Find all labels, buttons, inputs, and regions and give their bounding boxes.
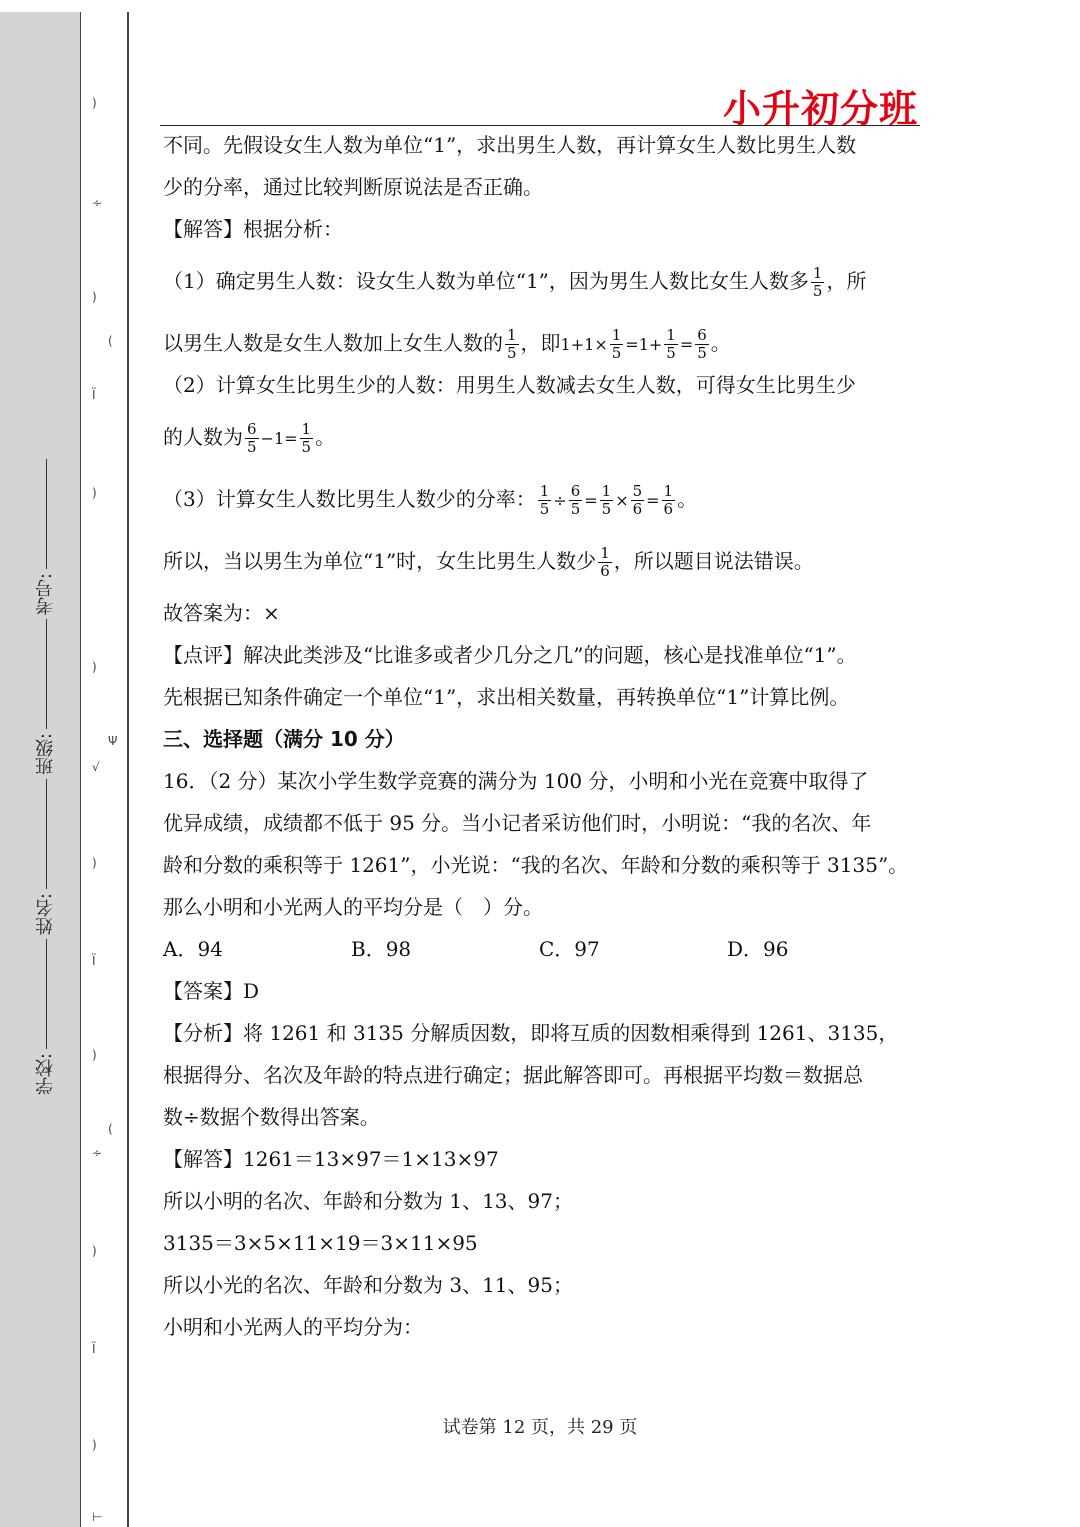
denominator: 5 [611,344,622,362]
analysis-line: 数÷数据个数得出答案。 [163,1105,380,1129]
math-token: = [679,335,694,354]
strip-mark: Ϊ [92,1342,96,1356]
math-token: 1 [273,429,285,448]
question-line: 那么小明和小光两人的平均分是（ ）分。 [163,895,543,919]
answer-options [163,928,923,970]
brand-title: 小升初分班 [722,87,918,131]
solution-line: 3135＝3×5×11×19＝3×11×95 [163,1231,478,1255]
fraction [505,327,519,362]
strip-mark: ) [92,1048,97,1062]
strip-mark: ⊢ [92,1510,103,1524]
solution-line: 【解答】1261＝13×97＝1×13×97 [163,1147,499,1171]
question-line: 16．（2 分）某次小学生数学竞赛的满分为 100 分，小明和小光在竞赛中取得了 [163,769,869,793]
strip-mark: ) [92,1438,97,1452]
question-line: 龄和分数的乘积等于 1261”，小光说：“我的名次、年龄和分数的乘积等于 3135”。 [163,853,909,877]
strip-mark: ) [92,856,97,870]
numerator: 1 [611,326,622,344]
math-token: 1 [638,335,649,354]
math-token: ÷ [553,491,567,510]
math-token: = [625,335,639,354]
math-token: + [570,335,585,354]
option-d: D．96 [727,937,789,961]
strip-mark: Ϊ [92,388,96,402]
step1-text: ，所 [826,269,867,293]
strip-mark: ( [108,1122,113,1136]
option-c: C．97 [539,937,600,961]
math-token: = [284,429,298,448]
school-blank [46,939,47,1049]
text-line: （2）计算女生比男生少的人数：用男生人数减去女生人数，可得女生比男生少 [163,373,856,397]
fraction [811,265,825,300]
denominator: 5 [666,344,676,362]
numerator: 6 [570,482,581,500]
conclusion-text: ，所以题目说法错误。 [613,549,814,573]
strip-mark: ) [92,486,97,500]
math-token: × [594,335,608,354]
analysis-line: 【分析】将 1261 和 3135 分解质因数，即将互质的因数相乘得到 1261、3135， [163,1021,899,1045]
fraction [610,327,624,362]
math-token: = [584,491,598,510]
name-blank [46,779,47,889]
denominator: 6 [632,500,643,518]
denominator: 5 [812,282,823,300]
strip-mark: ) [92,660,97,674]
numerator: 1 [812,264,823,282]
answer-line: 故答案为：× [163,601,280,625]
exam-number-blank [46,459,47,569]
math-token: + [648,335,663,354]
fraction [598,545,612,580]
binding-strip [80,12,129,1527]
step1-text: ，即 [520,331,561,355]
class-field [33,615,59,775]
strip-mark: Ϊ [92,954,96,968]
answer-key: 【答案】D [163,979,260,1003]
strip-mark: ) [92,290,97,304]
math-token: − [260,429,274,448]
math-token: = [646,491,660,510]
fraction [245,421,259,456]
numerator: 5 [632,482,643,500]
fraction [664,327,678,362]
numerator: 6 [697,326,707,344]
numerator: 1 [663,482,674,500]
solution-line: 小明和小光两人的平均分为： [163,1315,423,1339]
analysis-line: 根据得分、名次及年龄的特点进行确定；据此解答即可。再根据平均数＝数据总 [163,1063,863,1087]
numerator: 1 [601,482,612,500]
name-field [33,775,59,935]
fraction [695,327,709,362]
denominator: 5 [507,344,517,362]
class-blank [46,619,47,729]
exam-number-label: 考号: [35,572,56,615]
section-heading: 三、选择题（满分 10 分） [163,727,405,751]
school-field [33,935,59,1095]
strip-mark: ) [92,1244,97,1258]
question-line: 优异成绩，成绩都不低于 95 分。当小记者采访他们时，小明说：“我的名次、年 [163,811,872,835]
conclusion-line [163,530,923,592]
strip-mark: √ [92,760,100,774]
step3-text: 。 [677,487,698,511]
document-body [163,126,923,1348]
class-label: 班级: [35,732,56,775]
strip-mark: Ψ [108,734,118,748]
denominator: 6 [600,562,610,580]
fraction [538,483,552,518]
comment-line: 先根据已知条件确定一个单位“1”，求出相关数量，再转换单位“1”计算比例。 [163,685,850,709]
numerator: 1 [539,482,550,500]
comment-line: 【点评】解决此类涉及“比谁多或者少几分之几”的问题，核心是找准单位“1”。 [163,643,857,667]
text-line: 少的分率，通过比较判断原说法是否正确。 [163,175,543,199]
exam-number-field [33,455,59,615]
step2-text: 。 [315,425,336,449]
denominator: 6 [663,500,674,518]
step3-text: （3）计算女生人数比男生人数少的分率： [163,487,536,511]
text-line: 【解答】根据分析： [163,217,343,241]
numerator: 6 [247,420,257,438]
math-token: 1 [584,335,595,354]
numerator: 1 [301,420,312,438]
option-a: A．94 [163,937,223,961]
denominator: 5 [601,500,612,518]
fraction [600,483,614,518]
option-b: B．98 [351,937,412,961]
fraction [631,483,645,518]
numerator: 1 [600,544,610,562]
strip-mark: ∻ [92,1146,103,1160]
denominator: 5 [697,344,707,362]
step2-text: 的人数为 [163,425,243,449]
step2-line [163,406,923,468]
strip-mark: ( [108,334,113,348]
numerator: 1 [666,326,676,344]
numerator: 1 [507,326,517,344]
fraction [300,421,314,456]
fraction [569,483,583,518]
denominator: 5 [301,438,312,456]
name-label: 姓名: [35,892,56,935]
strip-mark: ∻ [92,196,103,210]
step1-text: 。 [710,331,731,355]
conclusion-text: 所以，当以男生为单位“1”时，女生比男生人数少 [163,549,597,573]
strip-mark: ) [92,96,97,110]
denominator: 5 [539,500,550,518]
step1-line [163,250,923,312]
student-info [32,455,60,1095]
fraction [662,483,676,518]
step1-text: （1）确定男生人数：设女生人数为单位“1”，因为男生人数比女生人数多 [163,269,809,293]
denominator: 5 [247,438,257,456]
step1-text: 以男生人数是女生人数加上女生人数的 [163,331,503,355]
math-token: × [615,491,629,510]
step3-line [163,468,923,530]
text-line: 不同。先假设女生人数为单位“1”，求出男生人数，再计算女生人数比男生人数 [163,133,857,157]
denominator: 5 [570,500,581,518]
page-footer: 试卷第 12 页，共 29 页 [442,1417,638,1438]
math-token: 1 [560,335,571,354]
solution-line: 所以小明的名次、年龄和分数为 1、13、97； [163,1189,573,1213]
solution-line: 所以小光的名次、年龄和分数为 3、11、95； [163,1273,573,1297]
school-label: 学校: [35,1052,56,1095]
